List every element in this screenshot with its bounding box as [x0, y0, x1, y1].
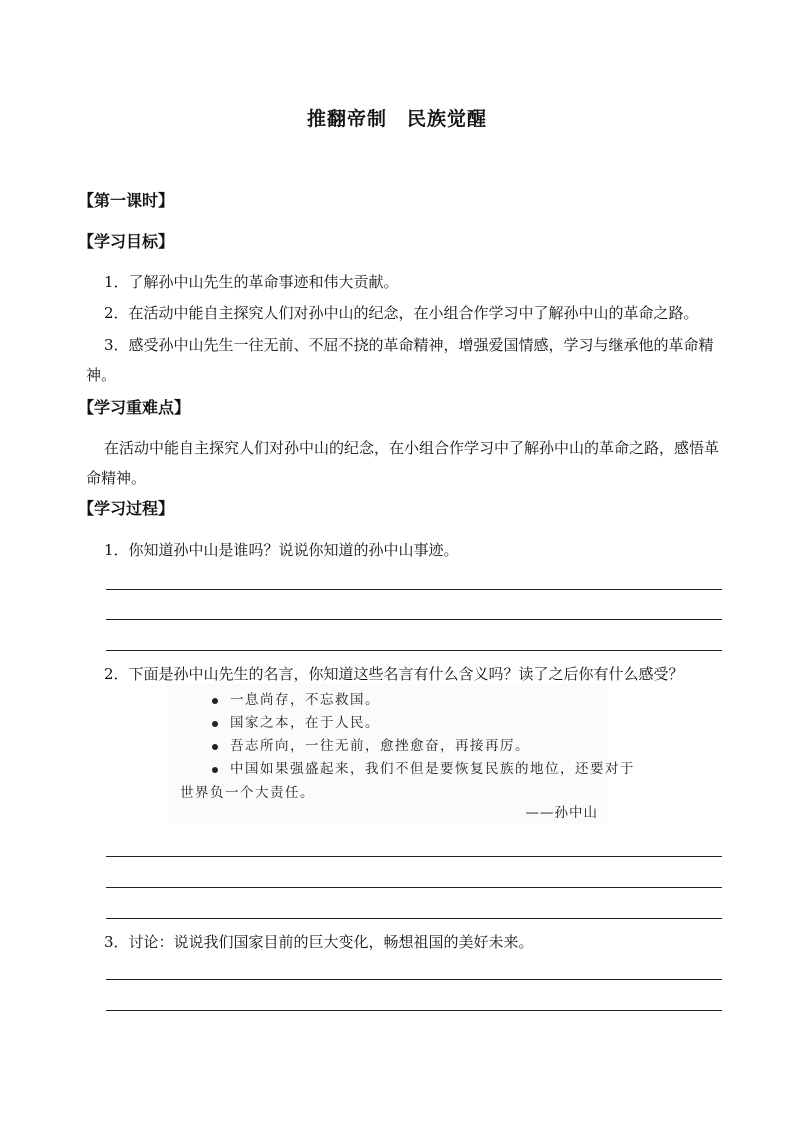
answer-line[interactable] — [106, 589, 722, 590]
bullet-icon — [212, 721, 218, 727]
answer-line[interactable] — [106, 650, 722, 651]
answer-line[interactable] — [106, 887, 722, 888]
objective-item: 1．了解孙中山先生的革命事迹和伟大贡献。 — [104, 273, 399, 291]
question-2: 2．下面是孙中山先生的名言，你知道这些名言有什么含义吗？读了之后你有什么感受？ — [104, 665, 684, 683]
quote-item: 一息尚存，不忘救国。 — [230, 692, 380, 708]
bullet-icon — [212, 698, 218, 704]
question-1: 1．你知道孙中山是谁吗？说说你知道的孙中山事迹。 — [104, 541, 459, 559]
question-3: 3．讨论：说说我们国家目前的巨大变化，畅想祖国的美好未来。 — [104, 933, 534, 951]
quote-continuation: 世界负一个大责任。 — [180, 785, 315, 801]
page-title: 推翻帝制 民族觉醒 — [306, 108, 487, 130]
bullet-icon — [212, 744, 218, 750]
answer-line[interactable] — [106, 918, 722, 919]
quotes-excerpt-image — [168, 684, 635, 824]
objective-item: 2．在活动中能自主探究人们对孙中山的纪念，在小组合作学习中了解孙中山的革命之路。 — [104, 304, 699, 322]
answer-line[interactable] — [106, 856, 722, 857]
key-points-heading: 【学习重难点】 — [78, 398, 191, 417]
objective-item: 3．感受孙中山先生一往无前、不屈不挠的革命精神，增强爱国情感，学习与继承他的革命精神。 — [86, 336, 714, 384]
quote-item: 中国如果强盛起来，我们不但是要恢复民族的地位，还要对于 — [230, 761, 635, 777]
process-heading: 【学习过程】 — [78, 499, 175, 518]
answer-line[interactable] — [106, 979, 722, 980]
bullet-icon — [212, 767, 218, 773]
objectives-heading: 【学习目标】 — [78, 232, 175, 251]
quote-item: 吾志所向，一往无前，愈挫愈奋，再接再厉。 — [230, 738, 530, 754]
answer-line[interactable] — [106, 619, 722, 620]
quote-attribution: ——孙中山 — [525, 805, 598, 821]
lesson-label: 【第一课时】 — [78, 191, 175, 210]
key-points-text: 在活动中能自主探究人们对孙中山的纪念，在小组合作学习中了解孙中山的革命之路，感悟革命精神。 — [86, 439, 720, 487]
answer-line[interactable] — [106, 1010, 722, 1011]
quote-item: 国家之本，在于人民。 — [230, 715, 380, 731]
